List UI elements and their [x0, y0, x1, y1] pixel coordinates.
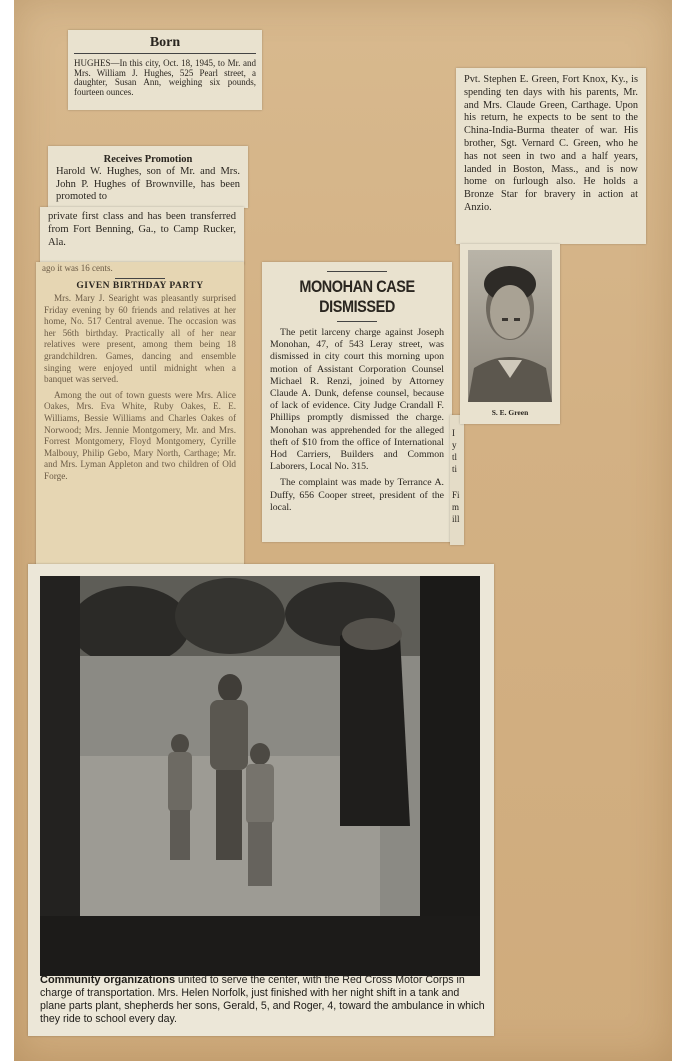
promotion-text-b: private first class and has been transferred from Fort Benning, Ga., to Camp Rucker, Ala. [48, 211, 236, 249]
green-text: Pvt. Stephen E. Green, Fort Knox, Ky., is spending ten days with his parents, Mr. and Mrs. Claude Green, Carthage. Upon his return, he expects to be sent to the China-India-Burma theater of war. His brother, Sgt. Vernard C. Green, who he has not seen in two and a half years, landed in Boston, Mass., and is now home on furlough also. He holds a Bronze Star for bravery in action at Anzio. [464, 74, 638, 213]
born-rule [74, 53, 256, 54]
birthday-para1: Mrs. Mary J. Searight was pleasantly surprised Friday evening by 60 friends and relatives at her home, No. 517 Central avenue. The occasion was her 56th birthday. Practically all of her near relatives were present, among them being 18 grandchildren. Games, dancing and ensemble singing were enjoyed until midnight when a banquet was served. [44, 293, 236, 385]
news-photo [40, 576, 480, 976]
portrait-figure [468, 250, 552, 402]
caption-rest: united to serve the center, with the Red Cross Motor Corps in charge of transportation. Mrs. Helen Norfolk, just finished with her night shift in a tank and plane parts plant, shepherds her sons, Gerald, 5, and Roger, 4, toward the ambulance in which they ride to school every day. [40, 974, 485, 1025]
side-fragment: I [452, 428, 455, 438]
side-fragment-clipping [450, 415, 464, 545]
birthday-rule-top [115, 278, 165, 279]
boy-figure-right [246, 764, 274, 824]
side-fragment: tl [452, 452, 458, 462]
born-clipping [68, 30, 262, 110]
photo-clipping [28, 564, 494, 1036]
photo-scene [40, 576, 480, 976]
birthday-clipping [36, 262, 244, 566]
birthday-title: GIVEN BIRTHDAY PARTY [76, 281, 204, 291]
portrait-caption: S. E. Green [491, 408, 529, 417]
boy-figure-left [168, 752, 192, 812]
side-fragments [450, 415, 464, 537]
monohan-rule-under [337, 321, 377, 322]
birthday-fragment: ago it was 16 cents. [42, 263, 113, 273]
monohan-title: MONOHAN CASE DISMISSED [299, 277, 415, 316]
born-text: HUGHES—In this city, Oct. 18, 1945, to Mr. and Mrs. William J. Hughes, 525 Pearl street, a daughter, Susan Ann, weighing six pounds, fourteen ounces. [74, 58, 256, 97]
green-clipping [456, 68, 646, 244]
promotion-title: Receives Promotion [103, 154, 193, 165]
photo-caption [30, 974, 494, 1026]
promotion-text-a: Harold W. Hughes, son of Mr. and Mrs. John P. Hughes of Brownville, has been promoted to [56, 166, 240, 202]
portrait-photo [468, 250, 552, 402]
portrait-clipping [460, 244, 560, 424]
woman-head [218, 674, 242, 702]
woman-figure [210, 700, 248, 770]
born-title: Born [149, 35, 181, 50]
monohan-rule-top [327, 271, 387, 272]
caption-lead: Community organizations [40, 974, 176, 986]
nurse-figure [340, 626, 410, 826]
promotion-clipping-top [48, 146, 248, 208]
side-fragment: Fi [452, 490, 460, 500]
side-fragment: y [452, 440, 457, 450]
monohan-clipping [262, 262, 452, 542]
birthday-para2: Among the out of town guests were Mrs. Alice Oakes, Mrs. Eva White, Ruby Oakes, E. E. Williams, Bessie Williams and Charles Oakes of Norwood; Mrs. Jennie Montgomery, Mr. and Mrs. Forrest Montgomery, Floyd Montgomery, Cyrille Malbouy, Philip Gebo, Mary North, Carthage; Mr. and Mrs. Lyman Appleton and two children of Old Forge. [44, 389, 236, 481]
promotion-clipping-bottom [40, 207, 244, 264]
side-fragment: ill [452, 514, 460, 524]
monohan-para2: The complaint was made by Terrance A. Duffy, 656 Cooper street, president of the local. [270, 477, 444, 513]
side-fragment: m [452, 502, 460, 512]
side-fragment: ti [452, 464, 458, 474]
monohan-para1: The petit larceny charge against Joseph Monohan, 47, of 543 Leray street, was dismissed in city court this morning upon motion of Assistant Corporation Counsel Michael R. Renzi, joined by Attorney Claude A. Dunk, defense counsel, because of lack of evidence. City Judge Crandall F. Phillips promptly dismissed the charge. Monohan was apprehended for the alleged theft of $10 from the office of International Hod Carriers, Builders and Common Laborers, Local No. 315. [270, 327, 444, 473]
